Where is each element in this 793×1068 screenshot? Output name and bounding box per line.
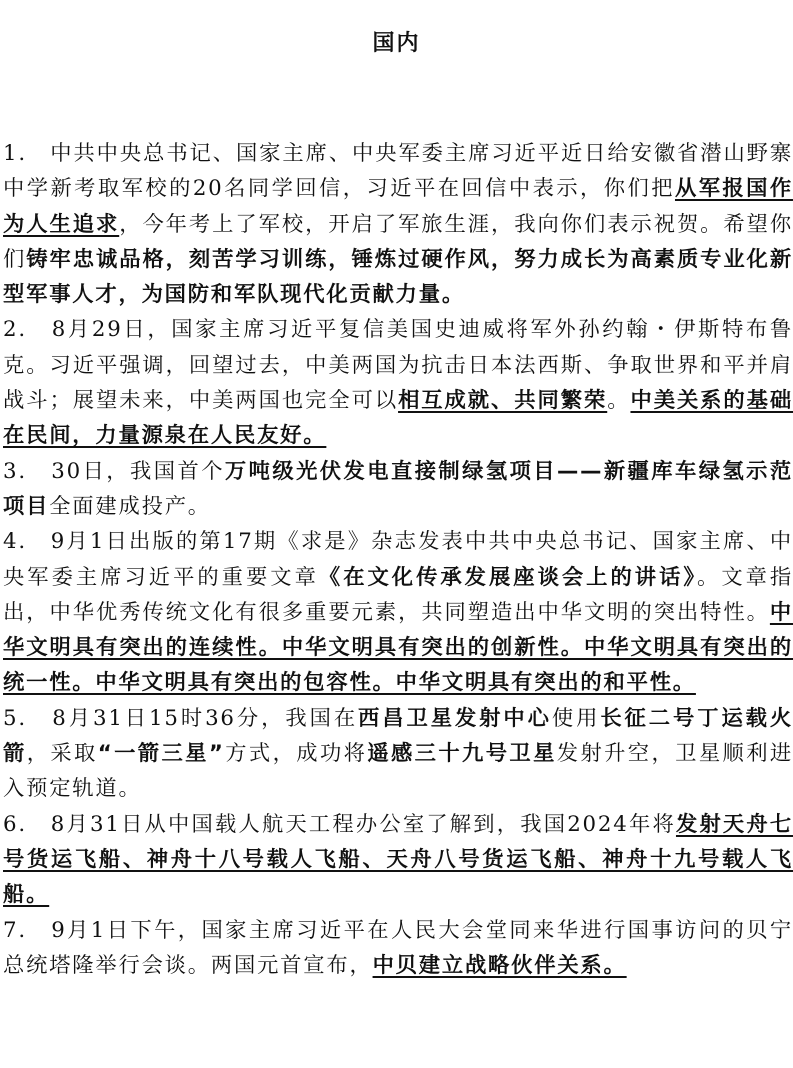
news-item-4 — [3, 524, 793, 700]
highlighted-text: 《在文化传承发展座谈会上的讲话》 — [318, 564, 698, 590]
body-text: 全面建成投产。 — [49, 493, 211, 519]
body-text: 方式，成功将 — [224, 741, 368, 767]
highlighted-text: 中美关系的基础在民间，力量源泉在人民友好。 — [3, 388, 793, 449]
highlighted-text: 铸牢忠诚品格，刻苦学习训练，锤炼过硬作风，努力成长为高素质专业化新型军事人才，为国防和军队现代化贡献力量。 — [3, 246, 793, 308]
body-text: 。文章指出，中华优秀传统文化有很多重要元素，共同塑造出中华文明的突出特性。 — [3, 564, 793, 625]
highlighted-text: 中华文明具有突出的连续性。中华文明具有突出的创新性。中华文明具有突出的统一性。中华文明具有突出的包容性。中华文明具有突出的和平性。 — [3, 599, 793, 696]
body-text: 1. 中共中央总书记、国家主席、中央军委主席习近平近日给安徽省潜山野寨中学新考取军校的20名同学回信，习近平在回信中表示，你们把 — [3, 141, 793, 202]
news-item-3 — [3, 454, 793, 525]
body-text: 3. 30日，我国首个 — [3, 458, 225, 484]
page-title: 国内 — [372, 31, 421, 56]
body-text: 2. 8月29日，国家主席习近平复信美国史迪威将军外孙约翰・伊斯特布鲁克。习近平强调，回望过去，中美两国为抗击日本法西斯、争取世界和平并肩战斗；展望未来，中美两国也完全可以 — [3, 317, 793, 414]
news-item-7 — [3, 913, 793, 984]
news-item-1 — [3, 136, 793, 312]
body-text: 5. 8月31日15时36分，我国在 — [3, 705, 359, 731]
body-text: 发射升空，卫星顺利进入预定轨道。 — [3, 741, 793, 802]
body-text: 6. 8月31日从中国载人航天工程办公室了解到，我国2024年将 — [3, 811, 676, 837]
body-text: ，今年考上了军校，开启了军旅生涯，我向你们表示祝贺。希望你们 — [3, 211, 793, 272]
highlighted-text: 中贝建立战略伙伴关系。 — [372, 952, 627, 978]
body-text: 。 — [607, 388, 631, 414]
highlighted-text: “一箭三星” — [97, 741, 225, 767]
news-item-2 — [3, 312, 793, 453]
body-text: 4. 9月1日出版的第17期《求是》杂志发表中共中央总书记、国家主席、中央军委主席习近平的重要文章 — [3, 529, 793, 590]
highlighted-text: 遥感三十九号卫星 — [367, 741, 557, 767]
highlighted-text: 长征二号丁运载火箭 — [3, 705, 793, 767]
news-list — [3, 136, 793, 983]
body-text: 使用 — [551, 705, 601, 731]
highlighted-text: 西昌卫星发射中心 — [358, 705, 552, 731]
highlighted-text: 相互成就、共同繁荣 — [398, 388, 608, 414]
body-text: ，采取 — [26, 741, 98, 767]
body-text: 7. 9月1日下午，国家主席习近平在人民大会堂同来华进行国事访问的贝宁总统塔隆举行会谈。两国元首宣布， — [3, 917, 793, 978]
highlighted-text: 万吨级光伏发电直接制绿氢项目——新疆库车绿氢示范项目 — [3, 458, 793, 519]
news-item-6 — [3, 807, 793, 913]
highlighted-text: 发射天舟七号货运飞船、神舟十八号载人飞船、天舟八号货运飞船、神舟十九号载人飞船。 — [3, 811, 793, 908]
news-item-5 — [3, 701, 793, 807]
highlighted-text: 从军报国作为人生追求 — [3, 176, 793, 237]
